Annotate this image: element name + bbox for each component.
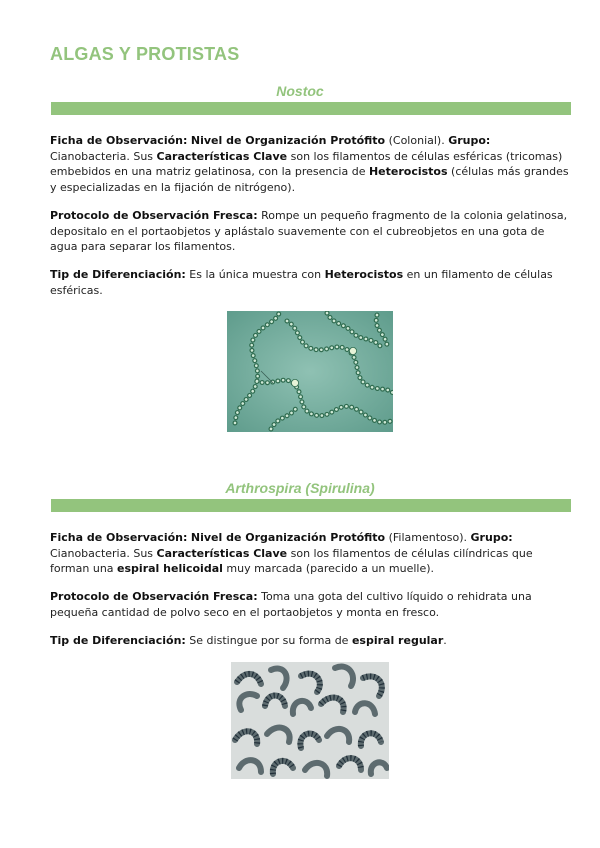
grupo-label: Grupo:	[448, 134, 491, 147]
ficha-paragraph-nostoc	[50, 133, 572, 195]
tip-label: Tip de Diferenciación:	[50, 268, 186, 281]
nostoc-micrograph-image	[227, 311, 393, 432]
grupo-value: Cianobacteria. Sus	[50, 546, 157, 560]
nivel-value: (Filamentoso).	[385, 531, 471, 544]
grupo-value: Cianobacteria. Sus	[50, 149, 157, 163]
caract-bold: Heterocistos	[368, 165, 448, 179]
grupo-label: Grupo:	[470, 531, 513, 544]
nivel-label: Nivel de Organización Protófito	[190, 531, 386, 544]
protocolo-text: Toma una gota del cultivo líquido o rehidrata una pequeña cantidad de polvo seco en el portaobjetos y monta en fresco.	[50, 590, 532, 619]
tip-paragraph-nostoc	[50, 267, 572, 298]
ficha-label: Ficha de Observación:	[50, 134, 188, 147]
spirulina-micrograph-image	[231, 662, 389, 779]
protocolo-label: Protocolo de Observación Fresca:	[50, 590, 258, 603]
caract-text-end: (células más grandes y especializadas en la fijación de nitrógeno).	[50, 165, 569, 194]
page-title: ALGAS Y PROTISTAS	[50, 44, 240, 64]
tip-text-end: .	[443, 634, 447, 647]
tip-label: Tip de Diferenciación:	[50, 634, 186, 647]
section-divider-bar	[51, 499, 571, 512]
caract-bold: espiral helicoidal	[117, 562, 223, 576]
caract-label: Características Clave	[156, 546, 288, 560]
protocolo-paragraph-nostoc	[50, 208, 572, 255]
nivel-value: (Colonial).	[385, 134, 449, 147]
tip-bold: Heterocistos	[324, 268, 404, 281]
caract-label: Características Clave	[156, 149, 288, 163]
tip-paragraph-arthrospira	[50, 633, 572, 649]
ficha-label: Ficha de Observación:	[50, 531, 188, 544]
tip-text-end: en un filamento de células esféricas.	[50, 268, 553, 297]
ficha-paragraph-arthrospira	[50, 530, 572, 577]
nivel-label: Nivel de Organización Protófito	[190, 134, 386, 147]
caract-text-end: muy marcada (parecido a un muelle).	[222, 562, 435, 576]
protocolo-paragraph-arthrospira	[50, 589, 572, 620]
section-heading-nostoc: Nostoc	[276, 83, 324, 99]
caract-text: son los filamentos de células cilíndricas que forman una	[50, 546, 533, 576]
caract-text: son los filamentos de células esféricas (tricomas) embebidos en una matriz gelatinosa, con la presencia de	[50, 149, 563, 179]
tip-text: Es la única muestra con	[185, 268, 325, 281]
protocolo-text: Rompe un pequeño fragmento de la colonia gelatinosa, depositalo en el portaobjetos y aplástalo suavemente con el cubreobjetos en una gota de agua para separar los filamentos.	[50, 209, 568, 254]
section-divider-bar	[51, 102, 571, 115]
protocolo-label: Protocolo de Observación Fresca:	[50, 209, 258, 222]
tip-bold: espiral regular	[351, 634, 444, 647]
tip-text: Se distingue por su forma de	[185, 634, 352, 647]
section-heading-arthrospira: Arthrospira (Spirulina)	[225, 480, 375, 496]
